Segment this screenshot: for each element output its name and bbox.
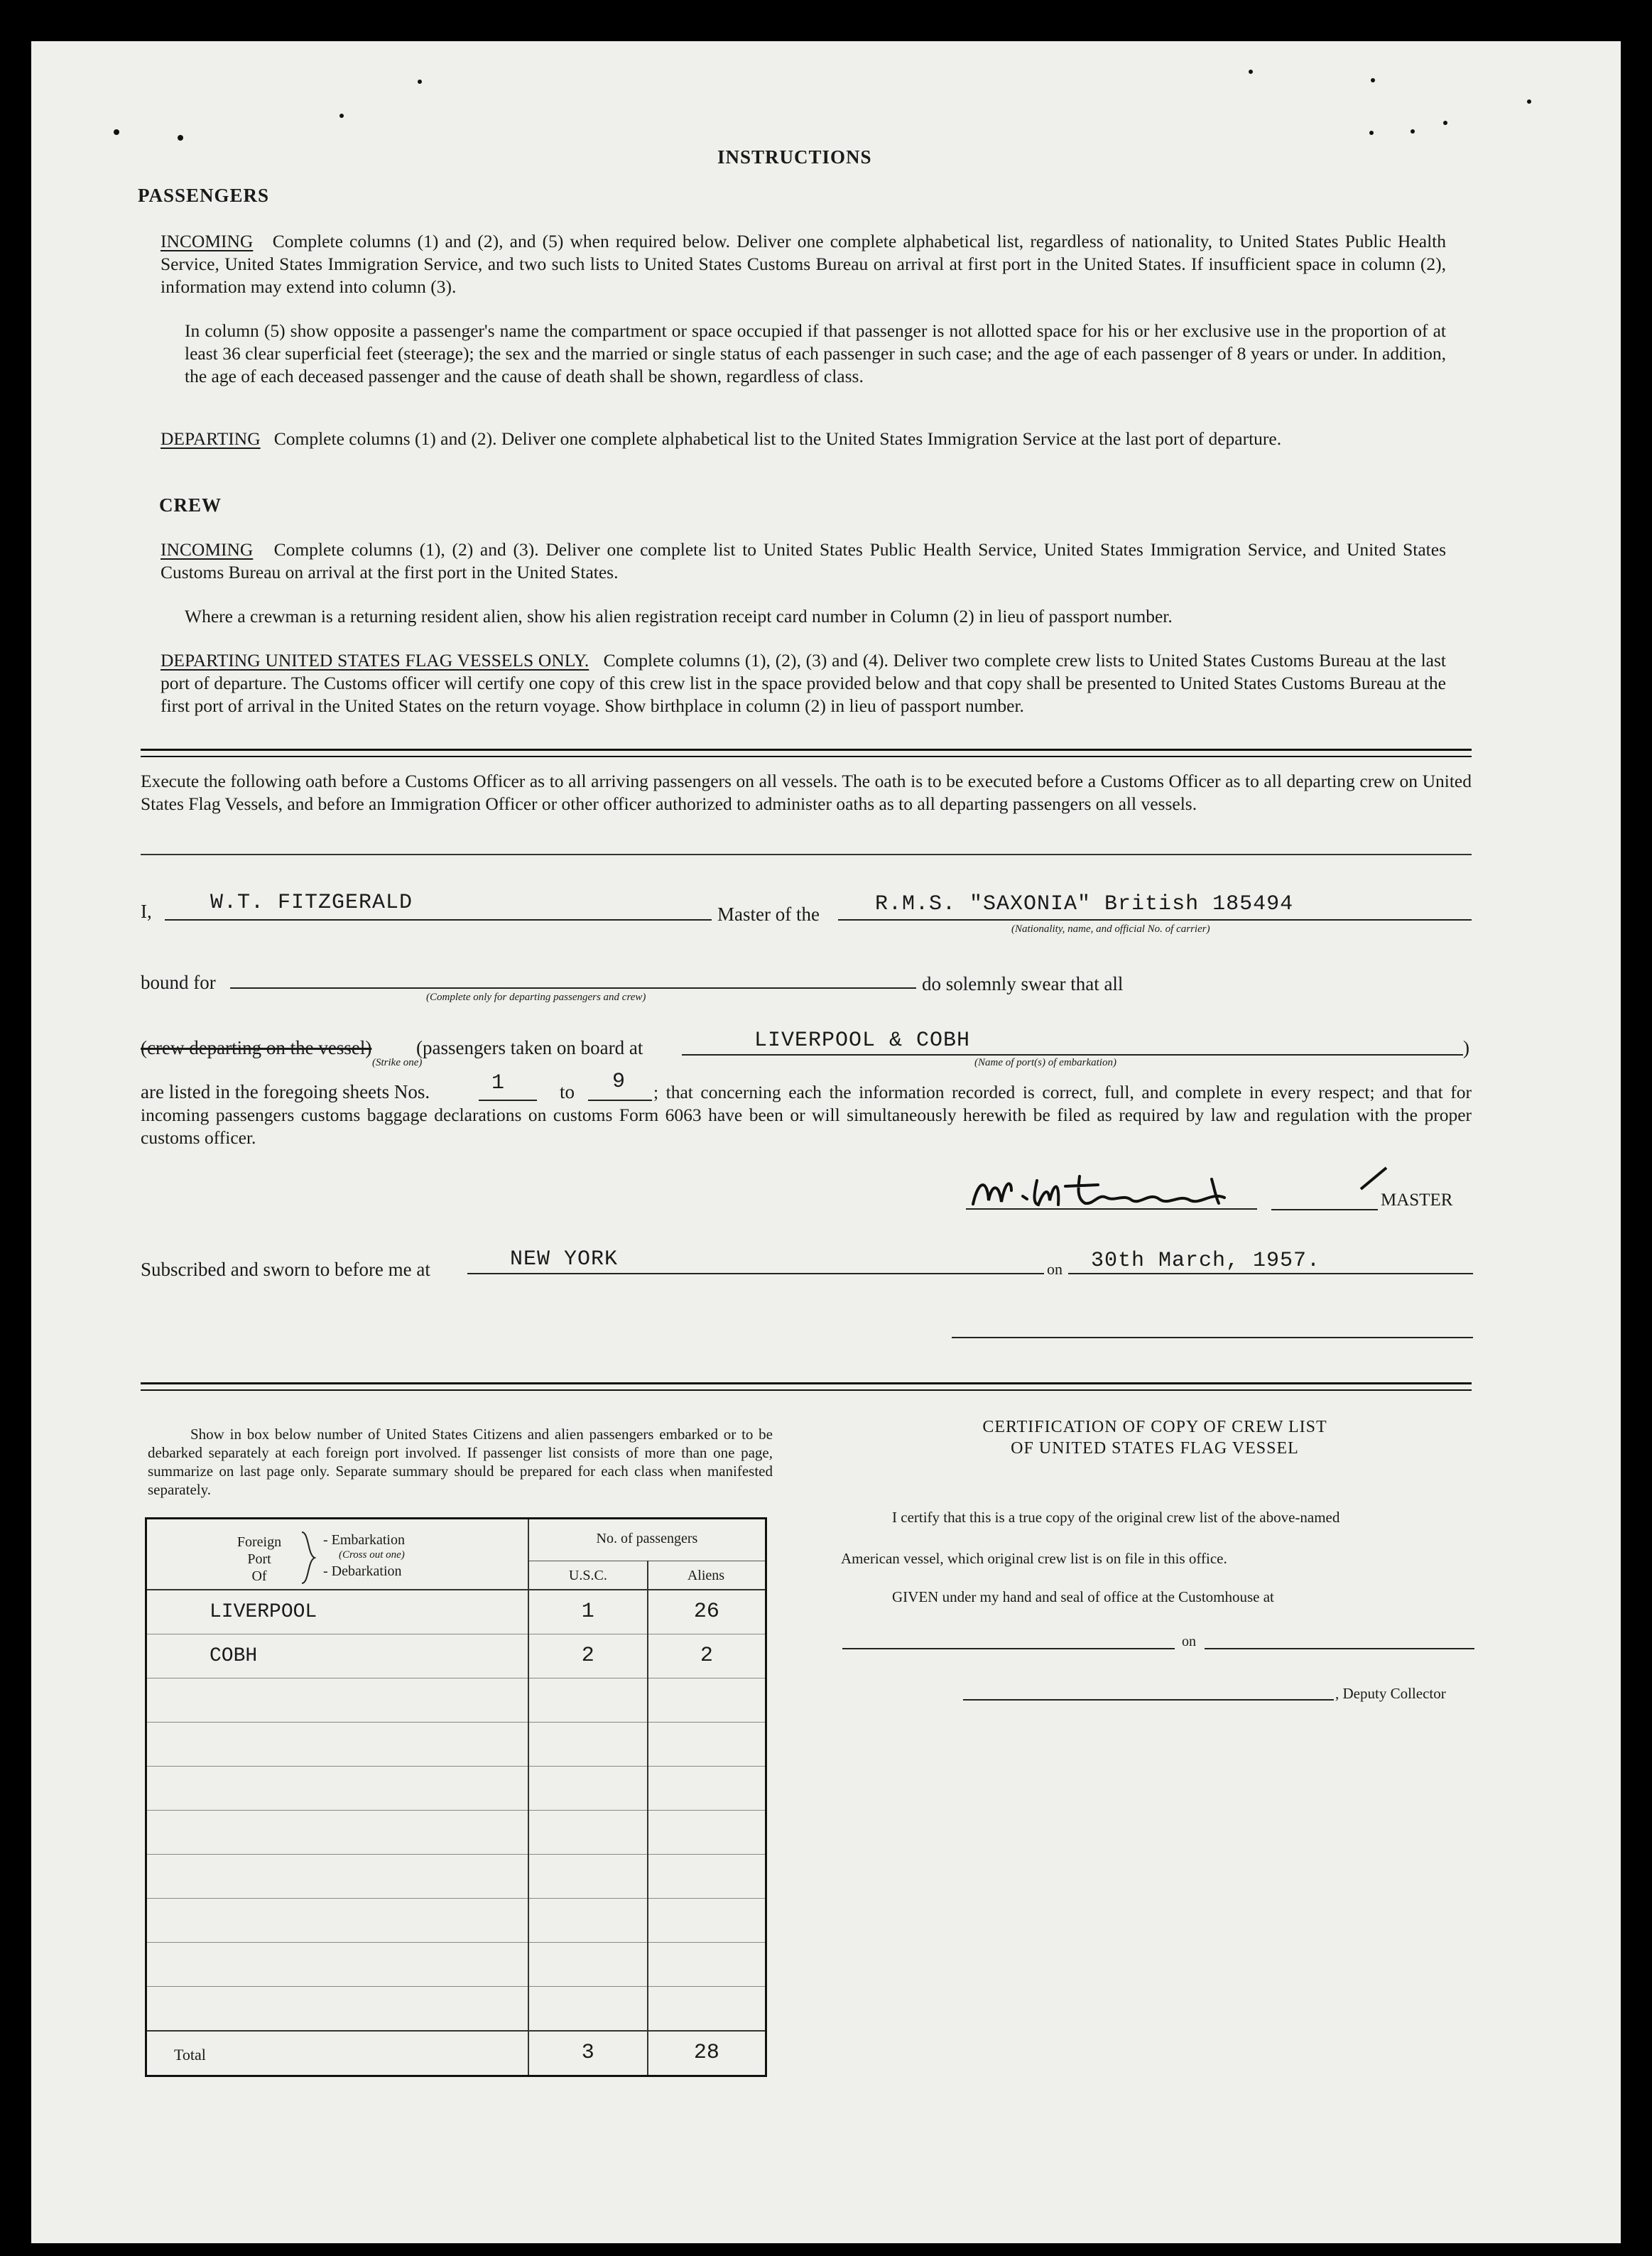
deputy-collector-line (963, 1699, 1334, 1701)
crew-departing-text: Complete columns (1), (2), (3) and (4). Deliver two complete crew lists to United States Customs Bureau at the last port of departure. The Customs officer will certify one copy of this crew list in the space provided below and that copy shall be presented to United States Customs Bureau at the first port of arrival in the United States on the return voyage. Show birthplace in column (2) in lieu of passport number. (161, 650, 1446, 716)
certification-date-line (1205, 1648, 1474, 1649)
embarkation-label[interactable]: - Embarkation (323, 1532, 405, 1548)
brace-icon (299, 1529, 317, 1586)
certification-on-label: on (1182, 1634, 1196, 1649)
passengers-column-5-paragraph: In column (5) show opposite a passenger's name the compartment or space occupied if that passenger is not allotted space for his or her exclusive use in the proportion of at least 36 clear superficial feet (steerage); the sex and the married or single status of each passenger in such case; and the age of each passenger of 8 years or under. In addition, the age of each deceased passenger and the cause of death shall be shown, regardless of class. (185, 320, 1446, 386)
aliens-cell[interactable]: 2 (648, 1634, 766, 1678)
usc-cell[interactable] (528, 1766, 648, 1810)
strike-crew-text: (crew departing on the vessel) (141, 1037, 372, 1058)
certification-text-1: I certify that this is a true copy of the original crew list of the above-named (892, 1509, 1340, 1526)
port-header-cell (146, 1519, 528, 1590)
scan-speck (1369, 131, 1374, 135)
scan-speck (114, 129, 119, 135)
vessel-caption: (Nationality, name, and official No. of carrier) (1011, 923, 1210, 935)
aliens-cell[interactable] (648, 1810, 766, 1854)
subscribed-label: Subscribed and sworn to before me at (141, 1259, 430, 1280)
passengers-incoming-label: INCOMING (161, 231, 254, 251)
passengers-departing-paragraph (161, 428, 1446, 450)
usc-header: U.S.C. (568, 1568, 607, 1583)
table-header-row (146, 1519, 766, 1590)
certification-title: CERTIFICATION OF COPY OF CREW LIST OF UNITED STATES FLAG VESSEL (982, 1418, 1327, 1458)
debarkation-label[interactable]: - Debarkation (323, 1563, 402, 1579)
passengers-incoming-text: Complete columns (1) and (2), and (5) when required below. Deliver one complete alphabetical list, regardless of nationality, to United States Public Health Service, United States Immigration Service, and two such lists to United States Customs Bureau on arrival at first port in the United States. If insufficient space in column (2), information may extend into column (3). (161, 231, 1446, 297)
aliens-cell[interactable] (648, 1854, 766, 1898)
crew-resident-alien-paragraph: Where a crewman is a returning resident alien, show his alien registration receipt card number in Column (2) in lieu of passport number. (185, 606, 1173, 627)
check-mark-icon (1358, 1165, 1393, 1193)
sworn-on-label: on (1047, 1260, 1063, 1278)
oath-divider (141, 854, 1472, 855)
port-cell[interactable]: LIVERPOOL (146, 1590, 528, 1634)
scan-speck (418, 80, 422, 84)
bound-for-caption: (Complete only for departing passengers and crew) (426, 992, 646, 1003)
scan-speck (1411, 129, 1415, 134)
page-title: INSTRUCTIONS (717, 146, 872, 168)
foreign-port-of-header: Foreign Port Of (237, 1534, 282, 1584)
section-divider (141, 749, 1472, 757)
certification-text-2: American vessel, which original crew list is on file in this office. (841, 1550, 1227, 1567)
table-row (146, 1766, 766, 1810)
table-row (146, 1678, 766, 1722)
aliens-cell[interactable] (648, 1678, 766, 1722)
sheet-from-field[interactable]: 1 (491, 1071, 506, 1095)
table-row (146, 1634, 766, 1678)
aliens-cell[interactable] (648, 1898, 766, 1942)
master-name-line (165, 919, 712, 921)
total-usc-cell[interactable]: 3 (528, 2031, 648, 2076)
aliens-header: Aliens (687, 1568, 725, 1583)
crew-departing-label: DEPARTING UNITED STATES FLAG VESSELS ONLY. (161, 650, 589, 671)
sheet-to-label: to (560, 1081, 575, 1102)
scan-speck (1527, 99, 1531, 104)
signature-line (1271, 1209, 1378, 1210)
bottom-section-divider (141, 1382, 1472, 1391)
aliens-cell[interactable] (648, 1942, 766, 1986)
total-label-cell (146, 2031, 528, 2076)
cross-out-note: (Cross out one) (339, 1549, 405, 1561)
aliens-cell[interactable] (648, 1986, 766, 2031)
port-cell[interactable] (146, 1810, 528, 1854)
sworn-date-field[interactable]: 30th March, 1957. (1091, 1249, 1321, 1273)
aliens-cell[interactable] (648, 1722, 766, 1766)
total-row (146, 2031, 766, 2076)
table-row (146, 1590, 766, 1634)
passengers-departing-label: DEPARTING (161, 428, 261, 449)
sworn-place-line (467, 1273, 1044, 1274)
usc-cell[interactable] (528, 1810, 648, 1854)
scan-speck (339, 114, 344, 118)
sworn-place-field[interactable]: NEW YORK (510, 1247, 619, 1271)
usc-cell[interactable] (528, 1898, 648, 1942)
passenger-summary-table (145, 1517, 767, 2077)
port-cell[interactable] (146, 1722, 528, 1766)
port-cell[interactable] (146, 1766, 528, 1810)
strike-caption: (Strike one) (372, 1057, 423, 1068)
usc-cell[interactable] (528, 1678, 648, 1722)
crew-incoming-paragraph (161, 538, 1446, 584)
table-row (146, 1810, 766, 1854)
usc-cell[interactable]: 2 (528, 1634, 648, 1678)
ports-close-paren: ) (1463, 1037, 1469, 1058)
total-aliens-cell[interactable]: 28 (693, 2041, 719, 2066)
scan-speck (178, 135, 183, 141)
ports-line (682, 1054, 1463, 1056)
customhouse-line (842, 1648, 1175, 1649)
port-cell[interactable] (146, 1942, 528, 1986)
crew-incoming-label: INCOMING (161, 539, 254, 560)
master-of-label: Master of the (717, 904, 820, 925)
passengers-section-label: PASSENGERS (138, 185, 270, 206)
no-of-passengers-header: No. of passengers (596, 1531, 698, 1546)
sheets-label: are listed in the foregoing sheets Nos. (141, 1081, 430, 1102)
sheet-to-field[interactable]: 9 (612, 1070, 626, 1094)
passengers-taken-label: (passengers taken on board at (416, 1037, 643, 1058)
port-cell[interactable] (146, 1898, 528, 1942)
scan-speck (1443, 121, 1447, 125)
table-row (146, 1986, 766, 2031)
usc-cell[interactable]: 1 (528, 1590, 648, 1634)
ports-field[interactable]: LIVERPOOL & COBH (754, 1029, 971, 1053)
summary-instructions: Show in box below number of United States Citizens and alien passengers embarked or to be debarked separately at each foreign port involved. If passenger list consists of more than one page, summarize on last page only. Separate summary should be prepared for each class when manifested separately. (148, 1426, 773, 1498)
aliens-cell[interactable]: 26 (648, 1590, 766, 1634)
usc-cell[interactable] (528, 1722, 648, 1766)
master-signature (959, 1165, 1264, 1222)
port-cell[interactable] (146, 1986, 528, 2031)
vessel-field[interactable]: R.M.S. "SAXONIA" British 185494 (875, 892, 1294, 916)
table-row (146, 1898, 766, 1942)
ports-caption: (Name of port(s) of embarkation) (974, 1057, 1116, 1068)
port-cell[interactable] (146, 1678, 528, 1722)
bound-for-line (230, 987, 916, 989)
sworn-date-line (1068, 1273, 1473, 1274)
aliens-cell[interactable] (648, 1766, 766, 1810)
oath-i-label: I, (141, 901, 152, 922)
total-label: Total (174, 2045, 206, 2064)
port-cell[interactable] (146, 1854, 528, 1898)
table-row (146, 1722, 766, 1766)
master-name-field[interactable]: W.T. FITZGERALD (210, 891, 413, 915)
certification-text-3: GIVEN under my hand and seal of office at the Customhouse at (892, 1588, 1274, 1605)
passengers-departing-text: Complete columns (1) and (2). Deliver one complete alphabetical list to the United States Immigration Service at the last port of departure. (273, 428, 1282, 449)
passengers-incoming-paragraph (161, 230, 1446, 298)
officer-signature-line (952, 1337, 1473, 1338)
vessel-line (838, 919, 1472, 921)
crew-departing-paragraph (161, 649, 1446, 717)
oath-intro: Execute the following oath before a Customs Officer as to all arriving passengers on all vessels. The oath is to be executed before a Customs Officer as to all departing crew on United States Flag Vessels, and before an Immigration Officer or other officer authorized to administer oaths as to all departing passengers on all vessels. (141, 771, 1472, 814)
usc-cell[interactable] (528, 1942, 648, 1986)
scan-speck (1371, 78, 1375, 82)
crew-section-label: CREW (159, 494, 222, 516)
summary-body (146, 1590, 766, 2031)
bound-for-label: bound for (141, 972, 216, 993)
usc-cell[interactable] (528, 1986, 648, 2031)
table-row (146, 1854, 766, 1898)
deputy-collector-label: , Deputy Collector (1335, 1685, 1446, 1702)
master-label: MASTER (1381, 1191, 1453, 1210)
table-row (146, 1942, 766, 1986)
crew-incoming-text: Complete columns (1), (2) and (3). Deliver one complete list to United States Public Health Service, United States Immigration Service, and United States Customs Bureau on arrival at the first port in the United States. (161, 539, 1447, 582)
port-cell[interactable]: COBH (146, 1634, 528, 1678)
sheets-statement: ; that concerning each the information recorded is correct, full, and complete in every respect; and that for incoming passengers customs baggage declarations on customs Form 6063 have been or will simultaneously herewith be filed as required by law and regulation with the proper customs officer. (141, 1082, 1472, 1148)
solemnly-swear-label: do solemnly swear that all (922, 973, 1124, 994)
usc-cell[interactable] (528, 1854, 648, 1898)
scan-speck (1249, 70, 1253, 74)
passenger-count-header-cell (528, 1519, 766, 1590)
